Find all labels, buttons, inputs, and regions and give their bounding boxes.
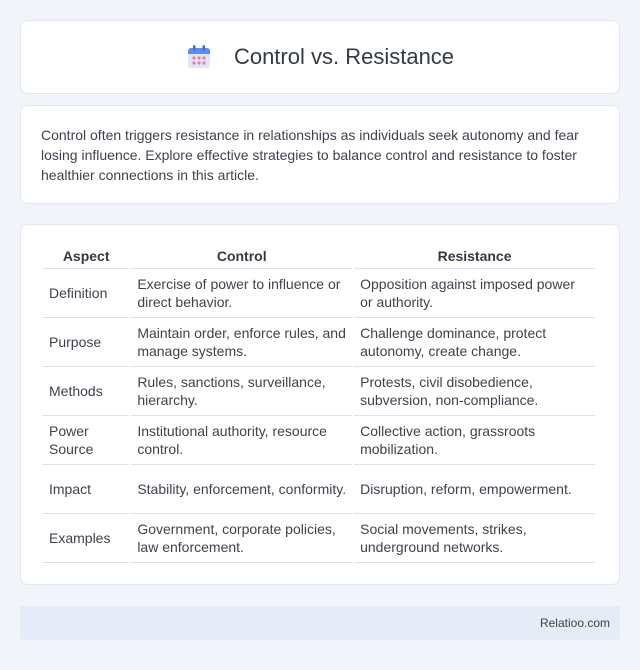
column-header-aspect: Aspect	[43, 245, 129, 269]
table-row	[43, 465, 595, 514]
cell-resistance: Social movements, strikes, underground networks.	[354, 514, 595, 563]
column-header-resistance: Resistance	[354, 245, 595, 269]
intro-card	[20, 105, 620, 204]
cell-aspect: Purpose	[43, 318, 129, 367]
cell-resistance: Disruption, reform, empowerment.	[354, 465, 595, 514]
cell-control: Stability, enforcement, conformity.	[131, 465, 352, 514]
table-row	[43, 269, 595, 318]
cell-resistance: Challenge dominance, protect autonomy, create change.	[354, 318, 595, 367]
intro-text: Control often triggers resistance in relationships as individuals seek autonomy and fear losing influence. Explore effective strategies to balance control and resistance to foster healthier connections in this article.	[41, 127, 579, 183]
cell-control: Government, corporate policies, law enforcement.	[131, 514, 352, 563]
table-row	[43, 416, 595, 465]
cell-control: Institutional authority, resource control.	[131, 416, 352, 465]
cell-resistance: Collective action, grassroots mobilization.	[354, 416, 595, 465]
calendar-icon	[186, 44, 212, 70]
cell-aspect: Methods	[43, 367, 129, 416]
column-header-control: Control	[131, 245, 352, 269]
footer	[20, 606, 620, 640]
cell-aspect: Power Source	[43, 416, 129, 465]
table-row	[43, 367, 595, 416]
cell-aspect: Examples	[43, 514, 129, 563]
comparison-table-card	[20, 224, 620, 585]
cell-resistance: Opposition against imposed power or authority.	[354, 269, 595, 318]
table-row	[43, 318, 595, 367]
comparison-table	[41, 245, 597, 563]
table-header-row	[43, 245, 595, 269]
cell-resistance: Protests, civil disobedience, subversion, non-compliance.	[354, 367, 595, 416]
title-card	[20, 20, 620, 94]
cell-control: Exercise of power to influence or direct behavior.	[131, 269, 352, 318]
cell-control: Maintain order, enforce rules, and manage systems.	[131, 318, 352, 367]
cell-aspect: Definition	[43, 269, 129, 318]
table-row	[43, 514, 595, 563]
cell-aspect: Impact	[43, 465, 129, 514]
cell-control: Rules, sanctions, surveillance, hierarchy.	[131, 367, 352, 416]
footer-brand-link[interactable]: Relatioo.com	[539, 616, 610, 630]
page-title: Control vs. Resistance	[233, 44, 455, 69]
